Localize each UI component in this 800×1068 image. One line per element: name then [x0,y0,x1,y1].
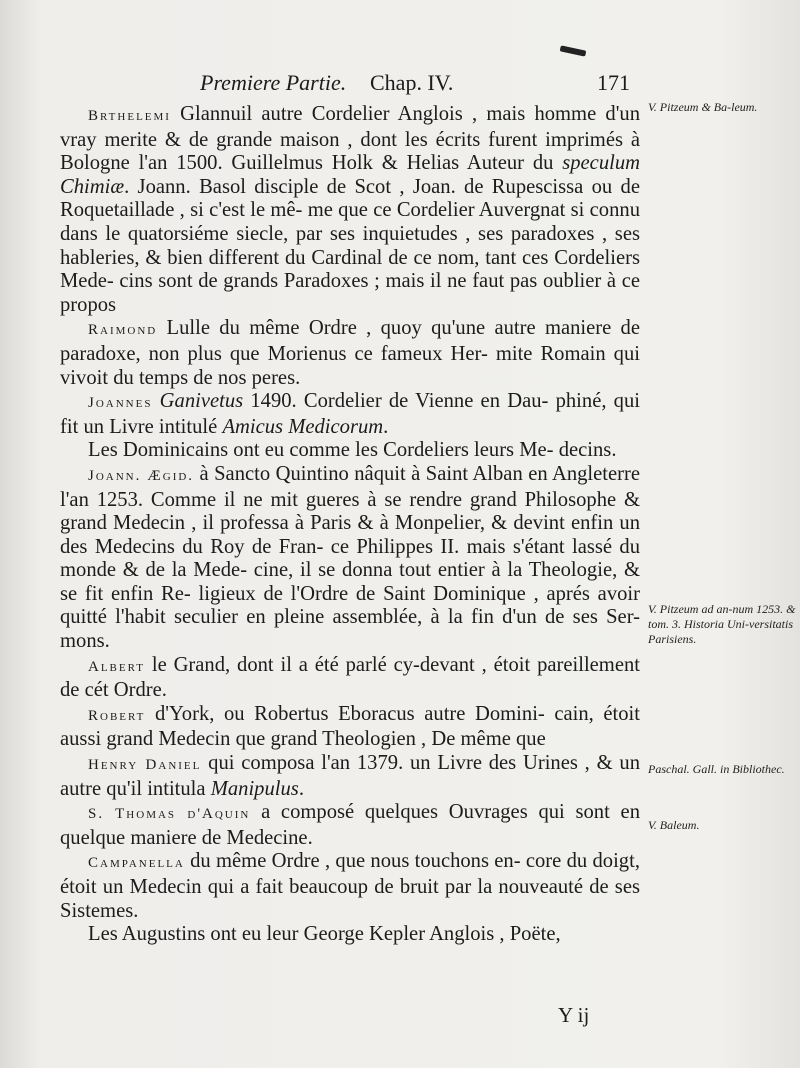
name-lead: Henry Daniel [88,757,202,774]
paragraph-joannes: Joannes Ganivetus 1490. Cordelier de Vienne en Dau- phiné, qui fit un Livre intitulé Amicus Medicorum. [60,390,640,438]
name-lead: Raimond [88,322,158,339]
name-lead: Albert [88,658,146,675]
name-lead: Robert [88,707,146,724]
paragraph-thomas: S. Thomas d'Aquin a composé quelques Ouvrages qui sont en quelque maniere de Medecine. [60,801,640,849]
paragraph-dominicains: Les Dominicains ont eu comme les Cordeliers leurs Me- decins. [88,439,617,462]
main-text [60,103,640,947]
paragraph-campanella: Campanella du même Ordre , que nous touchons en- core du doigt, étoit un Medecin qui a fait beaucoup de bruit par la nouveauté de ses Sistemes. [60,850,640,922]
margin-note: V. Baleum. [648,818,700,832]
paragraph-aegid: Joann. Ægid. à Sancto Quintino nâquit à Saint Alban en Angleterre l'an 1253. Comme il ne mit gueres à se rendre grand Philosophe & grand Medecin , il professa à Paris & à Monpelier, & devint enfin un des Medecins du Roy de Fran- ce Philippes II. mais s'étant lassé du monde & de la Mede- cine, il se donna tout entier à la Theologie, & se fit enfin Re- ligieux de l'Ordre de Saint Dominique , aprés avoir quitté l'habit seculier en pleine assemblée, à la fin d'un de ses Ser- mons. [60,462,640,653]
name-lead: Brthelemi [88,108,171,124]
name-lead: Joann. Ægid. [88,467,195,484]
paragraph-raimond: Raimond Lulle du même Ordre , quoy qu'une autre maniere de paradoxe, non plus que Morienus ce fameux Her- mite Romain qui vivoit du temps de nos peres. [60,317,640,389]
paragraph-brthelemi: Brthelemi Glannuil autre Cordelier Anglois , mais homme d'un vray merite & de grande maison , dont les écrits furent imprimés à Bologne l'an 1500. Guillelmus Holk & Helias Auteur du speculum Chimiæ. Joann. Basol disciple de Scot , Joan. de Rupescissa ou de Roquetaillade , si c'est le mê- me que ce Cordelier Auvergnat si connu dans le quatorsiéme siecle, par ses inquietudes , ses paradoxes , ses hableries, & bien different du Cardinal de ce nom, tant ces Cordeliers Mede- cins sont de grands Paradoxes ; mais il ne faut pas oublier à ce propos [60,103,641,316]
ink-mark [560,45,587,56]
paragraph-albert: Albert le Grand, dont il a été parlé cy-devant , étoit pareillement de cét Ordre. [60,653,640,702]
running-header [200,70,630,100]
paragraph-robert: Robert d'York, ou Robertus Eboracus autre Domini- cain, étoit aussi grand Medecin que grand Theologien , De même que [60,702,640,751]
italic-title: speculum Chimiæ [60,152,641,198]
signature-mark: Y ij [558,1003,590,1027]
name-lead: Joannes [88,395,153,412]
page-number: 171 [597,70,630,95]
margin-note: V. Pitzeum ad an-num 1253. & tom. 3. Historia Uni-versitatis Parisiens. [648,602,796,646]
margin-note: Paschal. Gall. in Bibliothec. [648,762,785,776]
name-lead: Campanella [88,855,185,872]
paragraph-henry-daniel: Henry Daniel qui composa l'an 1379. un Livre des Urines , & un autre qu'il intitula Manipulus. [60,752,640,800]
chapter-title: Chap. IV. [370,70,454,95]
part-title: Premiere Partie. [200,70,347,95]
name-lead: S. Thomas d'Aquin [88,806,251,823]
margin-note: V. Pitzeum & Ba-leum. [648,100,758,114]
paragraph-augustins: Les Augustins ont eu leur George Kepler Anglois , Poëte, [88,923,561,946]
